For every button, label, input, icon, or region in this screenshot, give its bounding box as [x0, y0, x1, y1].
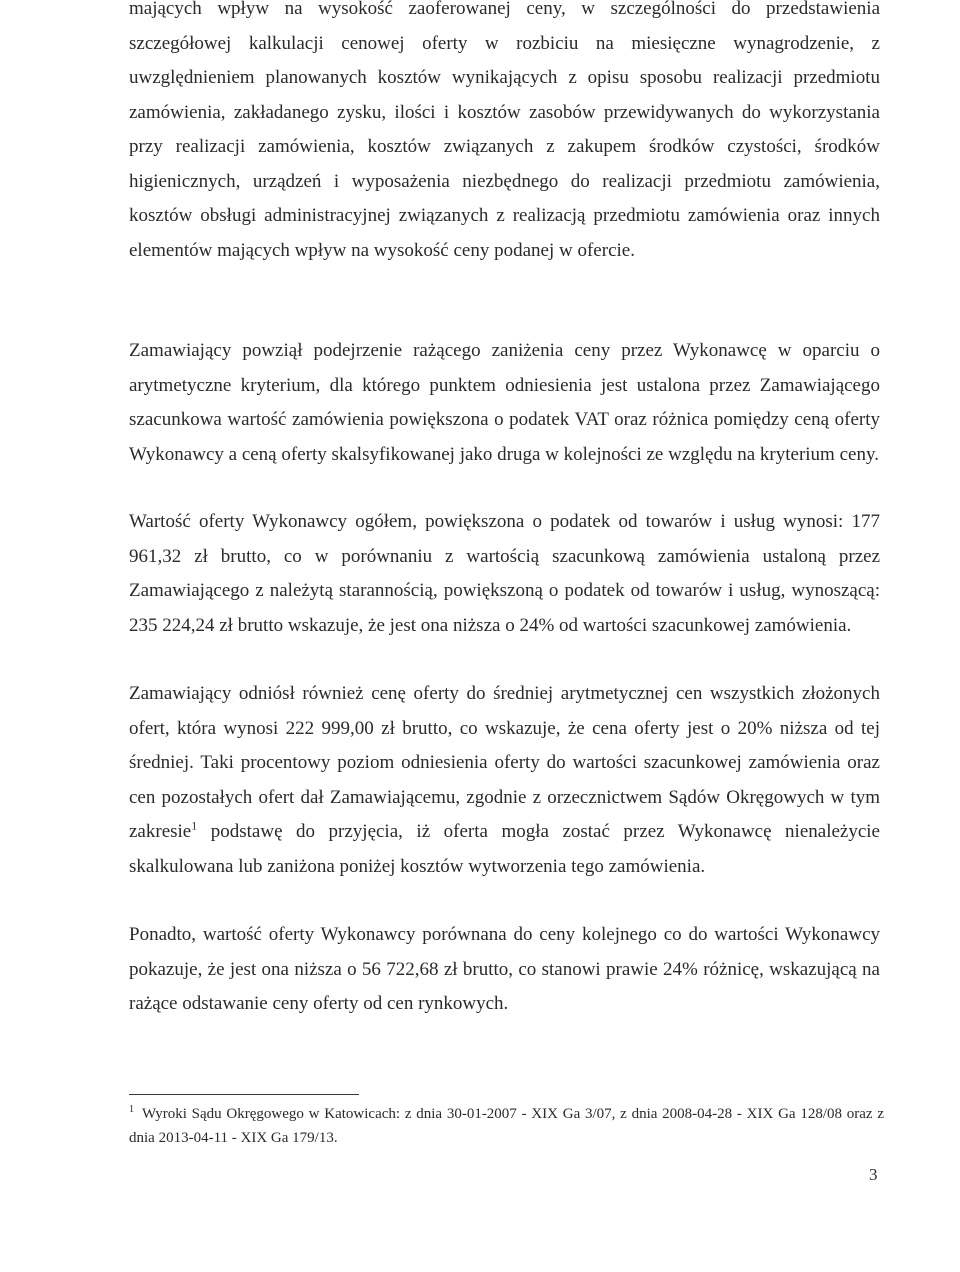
page-number: 3	[869, 1165, 878, 1184]
paragraph-average-comparison	[129, 677, 880, 884]
footnote-text: Wyroki Sądu Okręgowego w Katowicach: z dnia 30-01-2007 - XIX Ga 3/07, z dnia 2008-04-28 - XIX Ga 128/08 oraz z dnia 2013-04-11 - XIX Ga 179/13.	[129, 1106, 884, 1146]
paragraph-text-after-footnote: podstawę do przyjęcia, iż oferta mogła zostać przez Wykonawcę nienależycie skalkulowana lub zaniżona poniżej kosztów wytworzenia tego zamówienia.	[129, 821, 880, 877]
paragraph-suspicion-criterion: Zamawiający powziął podejrzenie rażącego zaniżenia ceny przez Wykonawcę w oparciu o arytmetyczne kryterium, dla którego punktem odniesienia jest ustalona przez Zamawiającego szacunkowa wartość zamówienia powiększona o podatek VAT oraz różnica pomiędzy ceną oferty Wykonawcy a ceną oferty skalsyfikowanej jako druga w kolejności ze względu na kryterium ceny.	[129, 340, 880, 465]
footnote-reference[interactable]: 1	[191, 818, 198, 833]
footnote-separator	[129, 1094, 359, 1095]
paragraph-calculation-request: mających wpływ na wysokość zaoferowanej ceny, w szczególności do przedstawienia szczegółowej kalkulacji cenowej oferty w rozbiciu na miesięczne wynagrodzenie, z uwzględnieniem planowanych kosztów wynikających z opisu sposobu realizacji przedmiotu zamówienia, zakładanego zysku, ilości i kosztów zasobów przewidywanych do wykorzystania przy realizacji zamówienia, kosztów związanych z zakupem środków czystości, środków higienicznych, urządzeń i wyposażenia niezbędnego do realizacji przedmiotu zamówienia, kosztów obsługi administracyjnej związanych z realizacją przedmiotu zamówienia oraz innych elementów mających wpływ na wysokość ceny podanej w ofercie.	[129, 0, 880, 261]
paragraph-offer-value: Wartość oferty Wykonawcy ogółem, powiększona o podatek od towarów i usług wynosi: 177 961,32 zł brutto, co w porównaniu z wartością szacunkową zamówienia ustaloną przez Zamawiającego z należytą starannością, powiększoną o podatek od towarów i usług, wynoszącą: 235 224,24 zł brutto wskazuje, że jest ona niższa o 24% od wartości szacunkowej zamówienia.	[129, 511, 880, 636]
paragraph-text-before-footnote: Zamawiający odniósł również cenę oferty do średniej arytmetycznej cen wszystkich złożonych ofert, która wynosi 222 999,00 zł brutto, co wskazuje, że cena oferty jest o 20% niższa od tej średniej. Taki procentowy poziom odniesienia oferty do wartości szacunkowej zamówienia oraz cen pozostałych ofert dał Zamawiającemu, zgodnie z orzecznictwem Sądów Okręgowych w tym zakresie	[129, 683, 880, 842]
footnote	[129, 1102, 884, 1150]
footnote-marker: 1	[129, 1104, 134, 1115]
paragraph-next-offer-comparison: Ponadto, wartość oferty Wykonawcy porównana do ceny kolejnego co do wartości Wykonawcy pokazuje, że jest ona niższa o 56 722,68 zł brutto, co stanowi prawie 24% różnicę, wskazującą na rażące odstawanie ceny oferty od cen rynkowych.	[129, 924, 880, 1014]
